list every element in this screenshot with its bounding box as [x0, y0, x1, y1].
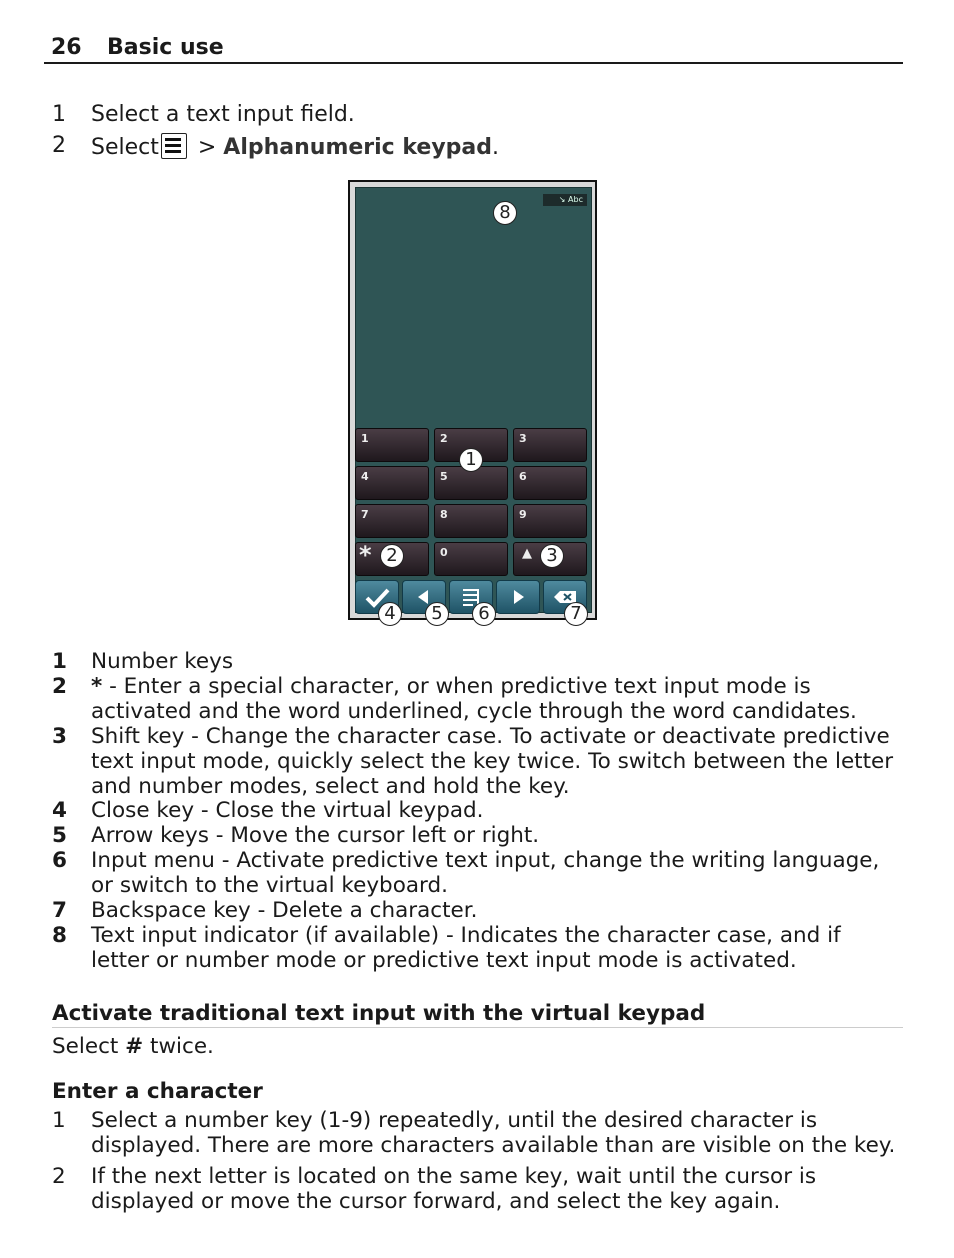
- text-input-indicator: [543, 194, 587, 206]
- legend-item: [52, 899, 902, 924]
- section-title: Basic use: [107, 35, 224, 60]
- page-header: [44, 33, 903, 64]
- legend-item: [52, 824, 902, 849]
- figure-legend: [52, 650, 902, 974]
- enter-step-1: [52, 1109, 902, 1158]
- step-text-mid: >: [190, 135, 224, 160]
- step-text: [91, 133, 499, 161]
- step-text: If the next letter is located on the same key, wait until the cursor is displayed or move the cursor forward, and select the key again.: [91, 1164, 817, 1214]
- arrow-right-icon: [503, 582, 533, 612]
- key-4[interactable]: 4: [355, 466, 429, 500]
- legend-item: [52, 799, 902, 824]
- callout-6: 6: [472, 602, 496, 626]
- key-7[interactable]: 7: [355, 504, 429, 538]
- arrow-right-key[interactable]: [496, 580, 540, 614]
- legend-number: 6: [52, 848, 67, 874]
- legend-text: - Enter a special character, or when predictive text input mode is activated and the word underlined, cycle through the word candidates.: [91, 673, 857, 724]
- callout-8: 8: [493, 201, 517, 225]
- legend-number: 1: [52, 649, 67, 674]
- section-heading-traditional: Activate traditional text input with the virtual keypad: [52, 1000, 903, 1028]
- callout-5: 5: [425, 602, 449, 626]
- step-number: 2: [52, 1164, 66, 1189]
- legend-text: Close key - Close the virtual keypad.: [91, 798, 484, 824]
- alphanumeric-keypad-label: Alphanumeric keypad: [223, 135, 493, 160]
- instruction-pre: Select: [52, 1034, 126, 1059]
- legend-number: 4: [52, 798, 67, 824]
- shift-key[interactable]: ▲: [513, 542, 587, 576]
- legend-number: 8: [52, 922, 67, 948]
- key-3[interactable]: 3: [513, 428, 587, 462]
- legend-text: Arrow keys - Move the cursor left or right.: [91, 823, 540, 849]
- key-0[interactable]: 0: [434, 542, 508, 576]
- menu-icon: [161, 133, 187, 159]
- key-2[interactable]: 2: [434, 428, 508, 462]
- legend-number: 3: [52, 723, 67, 749]
- step-number: 1: [52, 102, 66, 127]
- legend-item: [52, 924, 902, 974]
- callout-4: 4: [378, 602, 402, 626]
- key-6[interactable]: 6: [513, 466, 587, 500]
- legend-text: Text input indicator (if available) - Indicates the character case, and if letter or number mode or predictive text input mode is activated.: [91, 922, 841, 973]
- legend-item: [52, 675, 902, 725]
- key-5[interactable]: 5: [434, 466, 508, 500]
- callout-2: 2: [380, 544, 404, 568]
- legend-text: Backspace key - Delete a character.: [91, 898, 478, 924]
- indicator-text: Abc: [568, 195, 583, 204]
- legend-item: [52, 650, 902, 675]
- section-heading-enter: Enter a character: [52, 1079, 263, 1104]
- step-number: 2: [52, 133, 66, 158]
- legend-number: 7: [52, 898, 67, 924]
- indicator-arrow-icon: ↘: [558, 195, 566, 204]
- key-8[interactable]: 8: [434, 504, 508, 538]
- callout-3: 3: [540, 544, 564, 568]
- legend-item: [52, 725, 902, 800]
- legend-number: 2: [52, 673, 67, 699]
- key-9[interactable]: 9: [513, 504, 587, 538]
- callout-7: 7: [564, 602, 588, 626]
- page-number: 26: [51, 35, 82, 60]
- virtual-keypad-figure: [348, 180, 597, 624]
- legend-text: Shift key - Change the character case. To activate or deactivate predictive text input mode, quickly select the key twice. To switch between the letter and number modes, select and hold the key.: [91, 723, 894, 799]
- step-text-post: .: [492, 135, 500, 160]
- callout-1: 1: [459, 448, 483, 472]
- enter-step-2: [52, 1165, 902, 1214]
- key-1[interactable]: 1: [355, 428, 429, 462]
- legend-bold: *: [91, 673, 103, 699]
- step-text-pre: Select: [91, 135, 159, 160]
- hash-key-label: #: [125, 1034, 144, 1059]
- instruction-post: twice.: [143, 1034, 214, 1059]
- legend-item: [52, 849, 902, 899]
- step-number: 1: [52, 1108, 66, 1133]
- traditional-instruction: [52, 1034, 214, 1059]
- step-text: Select a text input field.: [91, 102, 355, 127]
- legend-number: 5: [52, 823, 67, 849]
- legend-text: Input menu - Activate predictive text input, change the writing language, or switch to the virtual keyboard.: [91, 848, 880, 899]
- step-text: Select a number key (1-9) repeatedly, until the desired character is displayed. There are more characters available than are visible on the key.: [91, 1108, 896, 1158]
- star-key[interactable]: *: [355, 542, 429, 576]
- legend-text: Number keys: [91, 649, 234, 674]
